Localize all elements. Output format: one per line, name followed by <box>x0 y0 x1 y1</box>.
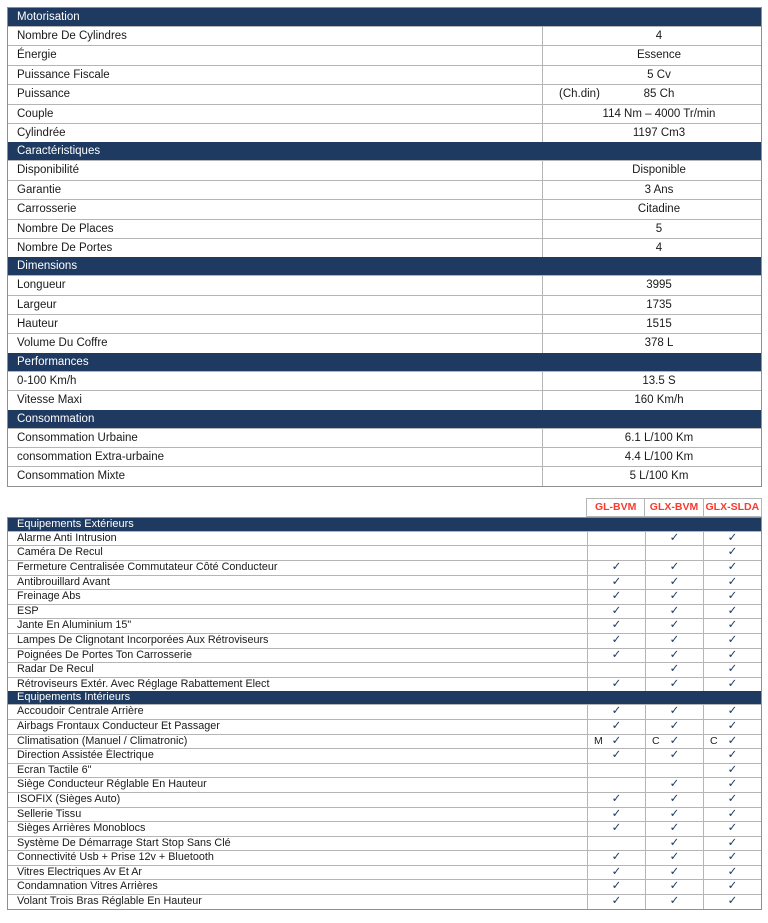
check-icon: ✓ <box>611 807 622 820</box>
equipment-row <box>8 850 761 865</box>
section-header: Dimensions <box>8 257 761 275</box>
equipment-row <box>8 879 761 894</box>
spec-value-text: 85 Ch <box>643 88 675 101</box>
check-cell <box>645 532 703 546</box>
check-icon: ✓ <box>727 590 738 603</box>
equipment-label: Connectivité Usb + Prise 12v + Bluetooth <box>17 851 214 864</box>
climatisation-type-letter: C <box>710 734 718 747</box>
equipment-row <box>8 748 761 763</box>
spec-value-text: 160 Km/h <box>634 394 684 407</box>
check-cell <box>587 822 645 836</box>
equipment-row <box>8 575 761 590</box>
spec-label: Couple <box>17 107 54 120</box>
check-icon: ✓ <box>669 719 680 732</box>
equipment-row <box>8 662 761 677</box>
check-cell <box>703 561 761 575</box>
check-cell <box>645 793 703 807</box>
spec-row <box>8 295 761 314</box>
trim-label: GLX-BVM <box>644 498 702 517</box>
spec-label: Disponibilité <box>17 164 80 177</box>
equipment-row <box>8 545 761 560</box>
spec-value-text: 5 Cv <box>647 68 671 81</box>
spec-value-text: 13.5 S <box>642 374 676 387</box>
equipment-label: Antibrouillard Avant <box>17 575 110 588</box>
check-icon: ✓ <box>727 763 738 776</box>
check-cell <box>587 837 645 851</box>
equipment-label: Condamnation Vitres Arrières <box>17 880 158 893</box>
equipment-row <box>8 589 761 604</box>
check-icon: ✓ <box>611 719 622 732</box>
check-icon: ✓ <box>611 865 622 878</box>
check-cell <box>587 546 645 560</box>
check-cell <box>703 619 761 633</box>
check-cell <box>587 663 645 677</box>
check-cell <box>703 749 761 763</box>
spec-value-text: Essence <box>636 49 682 62</box>
check-icon: ✓ <box>727 633 738 646</box>
spec-row <box>8 26 761 45</box>
spec-label: Cylindrée <box>17 126 66 139</box>
check-cell <box>645 649 703 663</box>
check-icon: ✓ <box>669 604 680 617</box>
check-cell <box>645 705 703 719</box>
spec-label: Garantie <box>17 183 62 196</box>
spec-row <box>8 160 761 179</box>
check-icon: ✓ <box>727 719 738 732</box>
equipment-label: Ecran Tactile 6" <box>17 763 92 776</box>
check-cell <box>645 837 703 851</box>
spec-row <box>8 275 761 294</box>
check-cell <box>645 808 703 822</box>
check-icon: ✓ <box>727 604 738 617</box>
spec-value <box>542 105 761 123</box>
spec-row <box>8 314 761 333</box>
check-cell <box>645 764 703 778</box>
check-icon: ✓ <box>727 531 738 544</box>
spec-value-text: 4 <box>655 241 663 254</box>
check-icon: ✓ <box>669 575 680 588</box>
check-icon: ✓ <box>611 575 622 588</box>
check-cell <box>703 663 761 677</box>
check-cell <box>587 532 645 546</box>
check-icon: ✓ <box>727 619 738 632</box>
check-icon: ✓ <box>611 895 622 908</box>
spec-label: Volume Du Coffre <box>17 337 108 350</box>
check-icon: ✓ <box>727 792 738 805</box>
section-header: Performances <box>8 353 761 371</box>
check-cell <box>587 576 645 590</box>
spec-label: Longueur <box>17 279 66 292</box>
check-icon: ✓ <box>611 822 622 835</box>
check-icon: ✓ <box>669 836 680 849</box>
check-cell <box>645 880 703 894</box>
trim-header-row <box>586 498 762 517</box>
check-cell <box>645 576 703 590</box>
equipment-row <box>8 836 761 851</box>
check-icon: ✓ <box>727 895 738 908</box>
climatisation-type-letter: C <box>652 734 660 747</box>
check-cell <box>645 778 703 792</box>
spec-value <box>542 161 761 179</box>
check-icon: ✓ <box>611 880 622 893</box>
check-cell <box>703 649 761 663</box>
check-icon: ✓ <box>727 561 738 573</box>
equipment-row <box>8 734 761 749</box>
equipment-label: Système De Démarrage Start Stop Sans Clé <box>17 836 231 849</box>
equipment-label: Radar De Recul <box>17 663 94 676</box>
spec-value <box>542 334 761 352</box>
equipment-row <box>8 560 761 575</box>
spec-value <box>542 27 761 45</box>
check-cell <box>645 619 703 633</box>
spec-value <box>542 200 761 218</box>
check-cell <box>645 634 703 648</box>
check-icon: ✓ <box>727 648 738 661</box>
check-icon: ✓ <box>727 880 738 893</box>
check-icon: ✓ <box>727 865 738 878</box>
check-cell <box>703 720 761 734</box>
spec-label: Nombre De Portes <box>17 241 113 254</box>
spec-value-text: 1515 <box>646 318 672 331</box>
check-cell <box>587 649 645 663</box>
check-cell <box>703 793 761 807</box>
spec-row <box>8 104 761 123</box>
check-cell <box>587 895 645 909</box>
section-header: Equipements Extérieurs <box>8 518 761 531</box>
spec-row <box>8 65 761 84</box>
spec-label: Largeur <box>17 298 57 311</box>
check-cell <box>587 880 645 894</box>
equipment-row <box>8 777 761 792</box>
check-cell <box>587 764 645 778</box>
section-header: Caractéristiques <box>8 142 761 160</box>
spec-row <box>8 466 761 485</box>
check-icon: ✓ <box>727 734 738 747</box>
spec-value <box>542 276 761 294</box>
equipment-label: ISOFIX (Sièges Auto) <box>17 792 121 805</box>
check-icon: ✓ <box>669 880 680 893</box>
check-icon: ✓ <box>727 663 738 676</box>
check-cell <box>703 546 761 560</box>
check-icon: ✓ <box>611 590 622 603</box>
check-icon: ✓ <box>669 677 680 690</box>
climatisation-type-letter: M <box>594 734 603 747</box>
spec-row <box>8 333 761 352</box>
equipment-row <box>8 865 761 880</box>
check-cell <box>645 663 703 677</box>
equipment-label: Siège Conducteur Réglable En Hauteur <box>17 778 207 791</box>
check-cell <box>703 605 761 619</box>
spec-value <box>542 66 761 84</box>
check-icon: ✓ <box>727 822 738 835</box>
check-cell <box>703 735 761 749</box>
check-cell <box>645 749 703 763</box>
check-cell <box>703 576 761 590</box>
spec-value-text: 6.1 L/100 Km <box>624 431 694 444</box>
equipment-label: Climatisation (Manuel / Climatronic) <box>17 734 188 747</box>
check-cell <box>645 605 703 619</box>
spec-table <box>7 7 762 487</box>
check-cell <box>587 619 645 633</box>
spec-label: Consommation Urbaine <box>17 431 138 444</box>
check-icon: ✓ <box>669 663 680 676</box>
check-icon: ✓ <box>669 619 680 632</box>
equipment-row <box>8 618 761 633</box>
check-icon: ✓ <box>727 575 738 588</box>
spec-value <box>542 467 761 485</box>
spec-value <box>542 124 761 142</box>
spec-label: Carrosserie <box>17 203 77 216</box>
equipment-label: Poignées De Portes Ton Carrosserie <box>17 648 193 661</box>
check-cell <box>703 634 761 648</box>
check-cell <box>703 866 761 880</box>
check-icon: ✓ <box>611 619 622 632</box>
check-icon: ✓ <box>727 836 738 849</box>
check-cell <box>645 590 703 604</box>
equipment-label: ESP <box>17 604 39 617</box>
spec-label: Nombre De Places <box>17 222 114 235</box>
spec-row <box>8 123 761 142</box>
check-icon: ✓ <box>669 895 680 908</box>
equipment-label: Jante En Aluminium 15" <box>17 619 132 632</box>
check-cell <box>587 793 645 807</box>
check-cell <box>703 678 761 692</box>
equipment-label: Sellerie Tissu <box>17 807 82 820</box>
equipment-label: Lampes De Clignotant Incorporées Aux Rétroviseurs <box>17 633 269 646</box>
equipment-label: Sièges Arrières Monoblocs <box>17 822 146 835</box>
spec-row <box>8 84 761 103</box>
equipment-label: Direction Assistée Électrique <box>17 749 154 762</box>
check-cell <box>703 764 761 778</box>
spec-value <box>542 391 761 409</box>
check-cell <box>703 705 761 719</box>
spec-value-text: Citadine <box>637 203 681 216</box>
check-cell <box>587 778 645 792</box>
equipment-label: Vitres Electriques Av Et Ar <box>17 865 143 878</box>
spec-label: Hauteur <box>17 318 58 331</box>
check-cell <box>703 880 761 894</box>
check-cell <box>645 561 703 575</box>
spec-value <box>542 46 761 64</box>
check-icon: ✓ <box>669 648 680 661</box>
spec-label: Consommation Mixte <box>17 470 126 483</box>
check-cell <box>587 561 645 575</box>
check-cell <box>645 735 703 749</box>
check-icon: ✓ <box>669 531 680 544</box>
spec-value <box>542 372 761 390</box>
spec-value <box>542 220 761 238</box>
check-icon: ✓ <box>611 677 622 690</box>
check-icon: ✓ <box>611 792 622 805</box>
check-cell <box>645 720 703 734</box>
check-cell <box>703 532 761 546</box>
check-cell <box>587 851 645 865</box>
equipment-row <box>8 633 761 648</box>
check-cell <box>587 720 645 734</box>
check-cell <box>703 895 761 909</box>
check-cell <box>645 822 703 836</box>
equipment-label: Volant Trois Bras Réglable En Hauteur <box>17 895 202 908</box>
check-cell <box>587 705 645 719</box>
check-cell <box>703 837 761 851</box>
check-icon: ✓ <box>669 590 680 603</box>
spec-value-prefix: (Ch.din) <box>559 88 600 101</box>
check-cell <box>703 590 761 604</box>
spec-value-text: 1735 <box>646 298 672 311</box>
check-cell <box>645 546 703 560</box>
spec-row <box>8 219 761 238</box>
spec-value-text: 5 L/100 Km <box>629 470 689 483</box>
spec-value-text: 3 Ans <box>644 183 674 196</box>
spec-value <box>542 296 761 314</box>
check-icon: ✓ <box>669 778 680 791</box>
check-cell <box>587 634 645 648</box>
spec-row <box>8 390 761 409</box>
spec-row <box>8 180 761 199</box>
spec-label: consommation Extra-urbaine <box>17 451 165 464</box>
spec-label: Puissance <box>17 88 71 101</box>
check-icon: ✓ <box>669 807 680 820</box>
check-cell <box>703 822 761 836</box>
check-icon: ✓ <box>727 778 738 791</box>
spec-value-text: 114 Nm – 4000 Tr/min <box>602 107 716 120</box>
trim-label: GLX-SLDA <box>703 498 762 517</box>
equipment-row <box>8 821 761 836</box>
equipment-row <box>8 677 761 692</box>
equipment-row <box>8 719 761 734</box>
spec-value <box>542 315 761 333</box>
spec-row <box>8 428 761 447</box>
spec-label: Vitesse Maxi <box>17 394 82 407</box>
check-cell <box>587 590 645 604</box>
check-cell <box>587 735 645 749</box>
equipment-label: Fermeture Centralisée Commutateur Côté Conducteur <box>17 561 278 573</box>
equipment-row <box>8 807 761 822</box>
spec-row <box>8 371 761 390</box>
check-icon: ✓ <box>727 851 738 864</box>
check-cell <box>703 851 761 865</box>
equipment-label: Accoudoir Centrale Arrière <box>17 705 144 718</box>
spec-value <box>542 448 761 466</box>
equipment-table <box>7 517 762 910</box>
equipment-row <box>8 604 761 619</box>
spec-row <box>8 238 761 257</box>
spec-row <box>8 447 761 466</box>
spec-value-text: 4 <box>655 30 663 42</box>
check-cell <box>645 851 703 865</box>
check-icon: ✓ <box>611 851 622 864</box>
spec-label: Énergie <box>17 49 57 62</box>
check-cell <box>645 895 703 909</box>
spec-value <box>542 181 761 199</box>
check-cell <box>703 808 761 822</box>
check-icon: ✓ <box>669 561 680 573</box>
check-icon: ✓ <box>611 633 622 646</box>
spec-label: Nombre De Cylindres <box>17 30 127 42</box>
check-icon: ✓ <box>669 792 680 805</box>
spec-row <box>8 45 761 64</box>
equipment-label: Alarme Anti Intrusion <box>17 531 117 544</box>
equipment-row <box>8 763 761 778</box>
check-cell <box>587 605 645 619</box>
check-cell <box>645 866 703 880</box>
spec-label: 0-100 Km/h <box>17 374 77 387</box>
check-cell <box>645 678 703 692</box>
check-cell <box>587 678 645 692</box>
check-icon: ✓ <box>669 749 680 762</box>
equipment-label: Rétroviseurs Extér. Avec Réglage Rabattement Elect <box>17 677 270 690</box>
check-cell <box>587 749 645 763</box>
check-icon: ✓ <box>727 677 738 690</box>
equipment-label: Airbags Frontaux Conducteur Et Passager <box>17 719 220 732</box>
spec-value-text: Disponible <box>632 164 686 177</box>
equipment-label: Caméra De Recul <box>17 546 103 559</box>
check-icon: ✓ <box>669 865 680 878</box>
check-icon: ✓ <box>611 604 622 617</box>
check-icon: ✓ <box>611 561 622 573</box>
spec-value-text: 1197 Cm3 <box>632 126 686 139</box>
check-icon: ✓ <box>669 851 680 864</box>
spec-value <box>542 429 761 447</box>
check-icon: ✓ <box>727 546 738 559</box>
spec-label: Puissance Fiscale <box>17 68 110 81</box>
spec-value-text: 5 <box>655 222 663 235</box>
check-icon: ✓ <box>669 822 680 835</box>
equipment-label: Freinage Abs <box>17 590 81 603</box>
equipment-row <box>8 648 761 663</box>
check-icon: ✓ <box>611 705 622 718</box>
check-icon: ✓ <box>611 734 622 747</box>
check-icon: ✓ <box>727 807 738 820</box>
check-icon: ✓ <box>727 705 738 718</box>
equipment-row <box>8 704 761 719</box>
equipment-row <box>8 894 761 909</box>
check-icon: ✓ <box>611 648 622 661</box>
spec-value <box>542 85 761 103</box>
check-icon: ✓ <box>611 749 622 762</box>
equipment-row <box>8 531 761 546</box>
spec-value-text: 378 L <box>644 337 674 350</box>
check-icon: ✓ <box>669 705 680 718</box>
check-cell <box>703 778 761 792</box>
spec-row <box>8 199 761 218</box>
check-icon: ✓ <box>669 734 680 747</box>
equipment-row <box>8 792 761 807</box>
check-cell <box>587 866 645 880</box>
spec-value-text: 3995 <box>646 279 672 292</box>
check-cell <box>587 808 645 822</box>
section-header: Motorisation <box>8 8 761 26</box>
spec-value <box>542 239 761 257</box>
spec-value-text: 4.4 L/100 Km <box>624 451 694 464</box>
check-icon: ✓ <box>727 749 738 762</box>
check-icon: ✓ <box>669 633 680 646</box>
section-header: Consommation <box>8 410 761 428</box>
trim-label: GL-BVM <box>586 498 644 517</box>
section-header: Equipements Intérieurs <box>8 691 761 704</box>
